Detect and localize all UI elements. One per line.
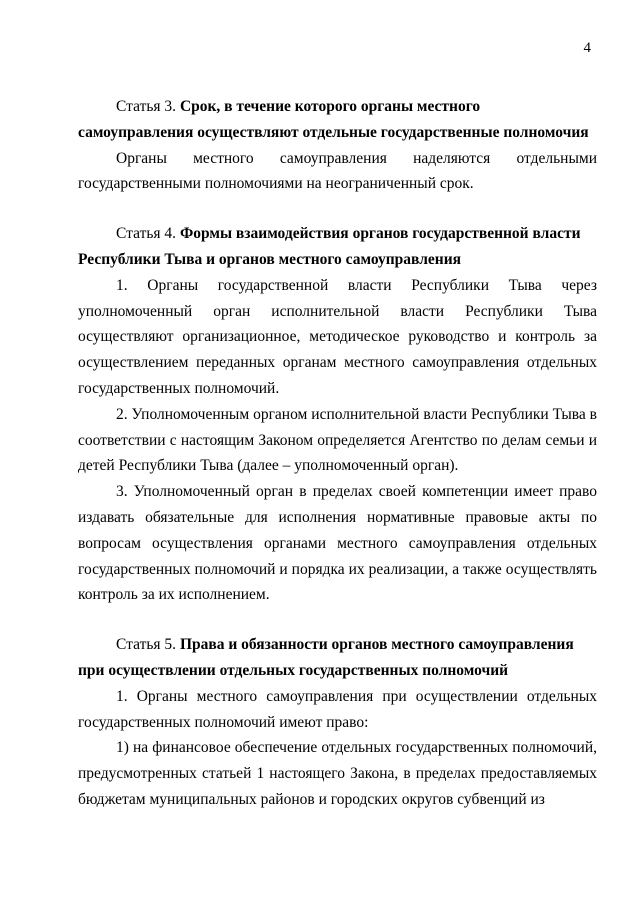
- article-5-heading: [78, 632, 597, 684]
- article-4-heading: [78, 221, 597, 273]
- page-number: 4: [583, 40, 591, 56]
- article-5-paragraph-2: 1) на финансовое обеспечение отдельных государственных полномочий, предусмотренных статьей 1 настоящего Закона, в пределах предоставляемых бюджетам муниципальных районов и городских округов субвенций из: [78, 739, 597, 808]
- article-4-paragraph-2: 2. Уполномоченным органом исполнительной власти Республики Тыва в соответствии с настоящим Законом определяется Агентство по делам семьи и детей Республики Тыва (далее – уполномоченный орган).: [78, 405, 597, 475]
- article-5-prefix: Статья 5.: [116, 636, 177, 654]
- article-4-title: Формы взаимодействия органов государственной власти Республики Тыва и органов местного самоуправления: [78, 225, 581, 268]
- article-3-paragraph-1: Органы местного самоуправления наделяются отдельными государственными полномочиями на неограниченный срок.: [78, 149, 597, 193]
- article-3-heading: [78, 94, 597, 146]
- article-3-prefix: Статья 3.: [116, 98, 177, 115]
- document-body: [78, 94, 597, 813]
- article-4-paragraph-1: 1. Органы государственной власти Республики Тыва через уполномоченный орган исполнительной власти Республики Тыва осуществляют организационное, методическое руководство и контроль за осуществлением переданных органам местного самоуправления отдельных государственных полномочий.: [78, 276, 597, 397]
- article-4-paragraph-3: 3. Уполномоченный орган в пределах своей компетенции имеет право издавать обязательные для исполнения нормативные правовые акты по вопросам осуществления органами местного самоуправления отдельных государственных полномочий и порядка их реализации, а также осуществлять контроль за их исполнением.: [78, 483, 597, 604]
- article-4-prefix: Статья 4.: [116, 225, 177, 243]
- article-3-title: Срок, в течение которого органы местного самоуправления осуществляют отдельные государственные полномочия: [78, 98, 589, 141]
- article-5-title: Права и обязанности органов местного самоуправления при осуществлении отдельных государственных полномочий: [78, 636, 574, 679]
- article-5-paragraph-1: 1. Органы местного самоуправления при осуществлении отдельных государственных полномочий имеют право:: [78, 687, 597, 731]
